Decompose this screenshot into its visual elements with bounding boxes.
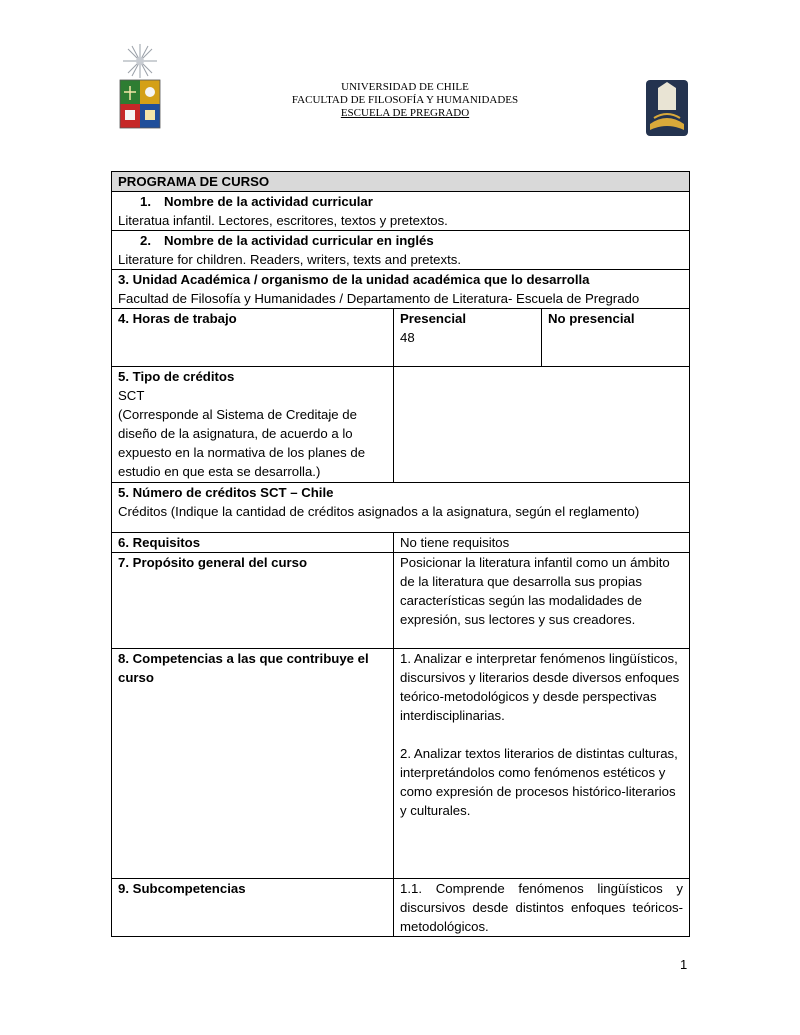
section-7-label: 7. Propósito general del curso (112, 553, 394, 649)
section-5-note: (Corresponde al Sistema de Creditaje de diseño de la asignatura, de acuerdo a lo expuesto en la normativa de los planes de estudio en que esta se desarrolla.) (118, 407, 366, 479)
section-8-row (112, 649, 690, 879)
section-5b-cell (112, 483, 690, 533)
section-7-value: Posicionar la literatura infantil como un ámbito de la literatura que desarrolla sus propias características según las modalidades de expresión, sus lectores y sus creadores. (394, 553, 690, 649)
section-5b-label: 5. Número de créditos SCT – Chile (118, 485, 334, 500)
section-7-row (112, 553, 690, 649)
section-3-cell (112, 270, 690, 309)
section-2-label (118, 231, 683, 250)
competence-item-1: 1. Analizar e interpretar fenómenos lingüísticos, discursivos y literarios desde diversos enfoques teórico-metodológicos y desde perspectivas interdisciplinarias. (400, 651, 680, 723)
section-9-row (112, 879, 690, 937)
section-2-row (112, 231, 690, 270)
section-1-value: Literatua infantil. Lectores, escritores, textos y pretextos. (118, 213, 448, 228)
section-5-value: SCT (118, 388, 145, 403)
page-number: 1 (680, 957, 688, 972)
section-5b-row (112, 483, 690, 533)
section-9-value: 1.1. Comprende fenómenos lingüísticos y discursivos desde distintos enfoques teóricos- metodológicos. (394, 879, 690, 937)
section-1-number: 1. (140, 194, 151, 209)
section-3-row (112, 270, 690, 309)
presencial-value: 48 (400, 330, 415, 345)
presencial-label: Presencial (400, 311, 466, 326)
section-1-cell (112, 192, 690, 231)
section-6-row (112, 533, 690, 553)
section-4-label: 4. Horas de trabajo (112, 309, 394, 367)
section-5-empty-cell (394, 367, 690, 483)
section-8-cell (394, 649, 690, 879)
section-6-label: 6. Requisitos (112, 533, 394, 553)
section-3-value: Facultad de Filosofía y Humanidades / Departamento de Literatura- Escuela de Pregrado (118, 291, 640, 306)
school-name: ESCUELA DE PREGRADO (340, 107, 470, 119)
program-title-row (112, 172, 690, 192)
section-2-value: Literature for children. Readers, writers, texts and pretexts. (118, 252, 462, 267)
section-9-label: 9. Subcompetencias (112, 879, 394, 937)
no-presencial-label: No presencial (542, 309, 690, 367)
section-2-number: 2. (140, 233, 151, 248)
section-5-row (112, 367, 690, 483)
institution-header (250, 81, 560, 120)
section-1-row (112, 192, 690, 231)
section-5-cell (112, 367, 394, 483)
section-3-label: 3. Unidad Académica / organismo de la unidad académica que lo desarrolla (118, 272, 590, 287)
section-4-row (112, 309, 690, 367)
faculty-name: FACULTAD DE FILOSOFÍA Y HUMANIDADES (291, 94, 519, 106)
faculty-crest-logo (644, 78, 690, 138)
program-title: PROGRAMA DE CURSO (112, 172, 690, 192)
section-1-label (118, 192, 683, 211)
section-6-value: No tiene requisitos (394, 533, 690, 553)
section-2-cell (112, 231, 690, 270)
section-8-label: 8. Competencias a las que contribuye el curso (112, 649, 394, 879)
section-5b-value: Créditos (Indique la cantidad de créditos asignados a la asignatura, según el reglamento) (118, 504, 640, 519)
presencial-cell (394, 309, 542, 367)
section-1-label-text: Nombre de la actividad curricular (164, 194, 373, 209)
section-2-label-text: Nombre de la actividad curricular en inglés (164, 233, 434, 248)
university-seal-logo (112, 42, 168, 136)
section-5-label: 5. Tipo de créditos (118, 369, 235, 384)
course-program-table (111, 171, 690, 937)
competence-item-2: 2. Analizar textos literarios de distintas culturas, interpretándolos como fenómenos estéticos y como expresión de procesos histórico-literarios y culturales. (400, 746, 678, 818)
university-name: UNIVERSIDAD DE CHILE (341, 81, 469, 93)
